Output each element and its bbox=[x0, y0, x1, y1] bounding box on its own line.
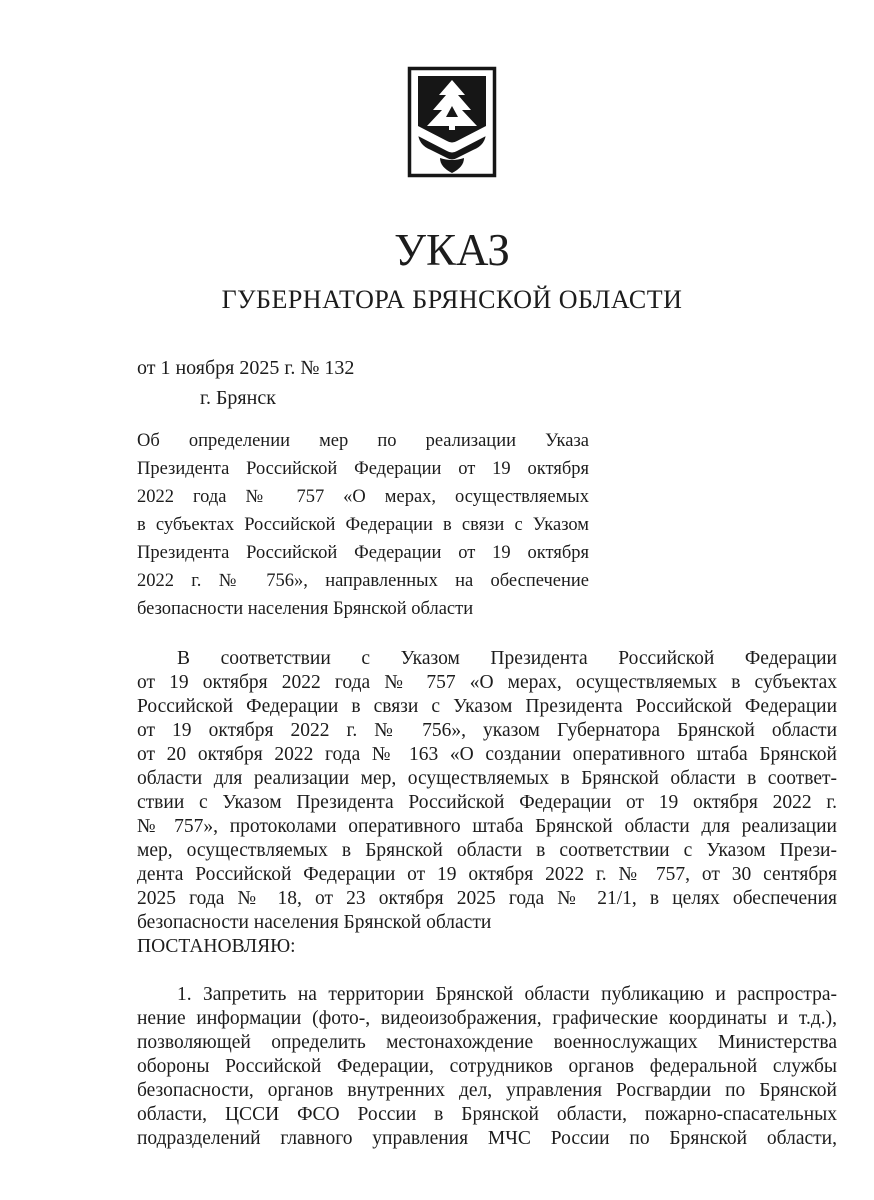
text-line: ПОСТАНОВЛЯЮ: bbox=[137, 936, 296, 957]
text-line: от 20 октября 2022 года № 163 «О создании оперативного штаба Брянской bbox=[137, 744, 837, 765]
date-number-line: от 1 ноября 2025 г. № 132 bbox=[137, 357, 355, 379]
paragraph-item-1 bbox=[137, 983, 837, 1151]
city-line: г. Брянск bbox=[200, 387, 276, 409]
text-line: области для реализации мер, осуществляемых в Брянской области в соответ- bbox=[137, 768, 837, 789]
text-line: от 19 октября 2022 г. № 756», указом Губернатора Брянской области bbox=[137, 720, 837, 741]
document-header bbox=[137, 66, 767, 313]
body-text bbox=[137, 647, 837, 1151]
paragraph-resolution-word bbox=[137, 935, 837, 959]
text-line: нение информации (фото-, видеоизображения, графические координаты и т.д.), bbox=[137, 1008, 837, 1029]
paragraph-preamble bbox=[137, 647, 837, 935]
subject-line: 2022 г. № 756», направленных на обеспечение bbox=[137, 571, 589, 591]
document-subtitle: ГУБЕРНАТОРА БРЯНСКОЙ ОБЛАСТИ bbox=[221, 285, 683, 314]
coat-of-arms-icon bbox=[407, 66, 497, 178]
text-line: В соответствии с Указом Президента Российской Федерации bbox=[177, 648, 837, 669]
text-line: обороны Российской Федерации, сотрудников органов федеральной службы bbox=[137, 1056, 837, 1077]
text-line: дента Российской Федерации от 19 октября 2022 г. № 757, от 30 сентября bbox=[137, 864, 837, 885]
text-line: позволяющей определить местонахождение военнослужащих Министерства bbox=[137, 1032, 837, 1053]
text-line: подразделений главного управления МЧС России по Брянской области, bbox=[137, 1128, 837, 1149]
text-line: 2025 года № 18, от 23 октября 2025 года № 21/1, в целях обеспечения bbox=[137, 888, 837, 909]
text-line: мер, осуществляемых в Брянской области в соответствии с Указом Прези- bbox=[137, 840, 837, 861]
subject-line: Об определении мер по реализации Указа bbox=[137, 431, 589, 451]
document-title: УКАЗ bbox=[394, 225, 510, 275]
text-line: от 19 октября 2022 года № 757 «О мерах, осуществляемых в субъектах bbox=[137, 672, 837, 693]
document-meta bbox=[137, 353, 837, 413]
subject-line: Президента Российской Федерации от 19 октября bbox=[137, 543, 589, 563]
text-line: 1. Запретить на территории Брянской области публикацию и распростра- bbox=[177, 984, 837, 1005]
text-line: ствии с Указом Президента Российской Федерации от 19 октября 2022 г. bbox=[137, 792, 837, 813]
subject-line: 2022 года № 757 «О мерах, осуществляемых bbox=[137, 487, 589, 507]
subject-line: в субъектах Российской Федерации в связи с Указом bbox=[137, 515, 589, 535]
subject-block bbox=[137, 427, 589, 623]
text-line: области, ЦССИ ФСО России в Брянской области, пожарно-спасательных bbox=[137, 1104, 837, 1125]
text-line: Российской Федерации в связи с Указом Президента Российской Федерации bbox=[137, 696, 837, 717]
text-line: безопасности, органов внутренних дел, управления Росгвардии по Брянской bbox=[137, 1080, 837, 1101]
subject-line: безопасности населения Брянской области bbox=[137, 599, 474, 619]
text-line: безопасности населения Брянской области bbox=[137, 912, 492, 933]
text-line: № 757», протоколами оперативного штаба Брянской области для реализации bbox=[137, 816, 837, 837]
subject-line: Президента Российской Федерации от 19 октября bbox=[137, 459, 589, 479]
